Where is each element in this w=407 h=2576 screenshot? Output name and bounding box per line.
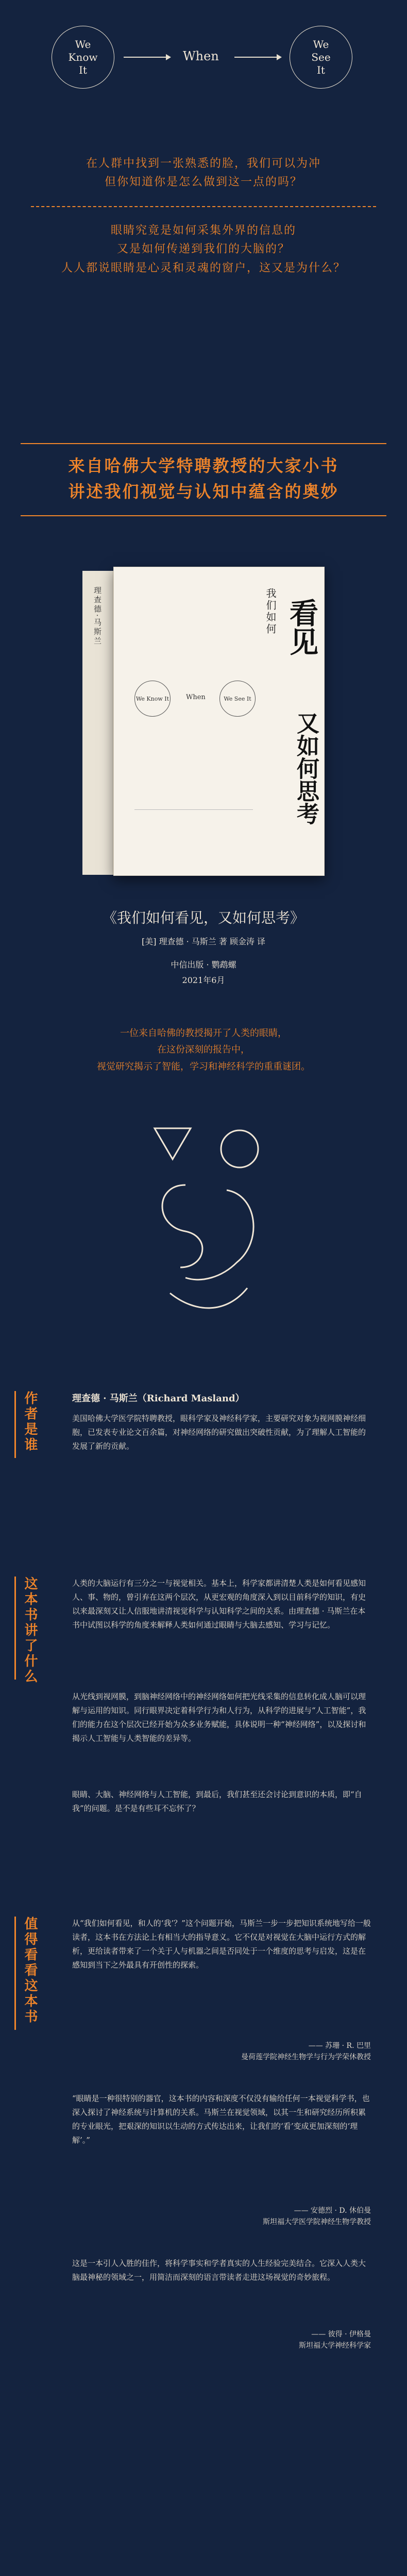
circle-left-line-2: Know: [68, 50, 98, 63]
tagline: [0, 1025, 407, 1075]
intro-line-1: 在人群中找到一张熟悉的脸，我们可以为冲: [86, 157, 321, 170]
quote-3-author: —— 彼得 · 伊格曼: [311, 2330, 371, 2338]
quote-2-author: —— 安德烈 · D. 休伯曼: [294, 2207, 371, 2215]
about-para-2: 从光线到视网膜，到脑神经网络中的神经网络如何把光线采集的信息转化成人脑可以理解与运用的知识。同行眼界决定着科学行为和人行为，从科学的进展与“人工智能”，我们的能力在这个层次已经开始为众多业务赋能，具体说明一种“神经网络”，以及探讨和揭示人工智能与人类智能的差异等。: [72, 1692, 366, 1743]
question-line-3: 人人都说眼睛是心灵和灵魂的窗户，这又是为什么？: [61, 261, 346, 275]
quote-1: 从“我们如何看见，和人的‘我’？”这个问题开始，马斯兰一步一步把知识系统地写给一般读者，这本书在方法论上有相当大的指导意义。它不仅是对视觉在大脑中运行方式的解析，更给读者带来了一个关于人与机器之间是否同处于一个维度的思考与启发，这是在感知到当下之外最具有开创性的探索。: [72, 1919, 371, 1970]
book-authors: [美] 理查德 · 马斯兰 著 顾金涛 译: [141, 937, 266, 946]
question-line-1: 眼睛究竟是如何采集外界的信息的: [110, 224, 296, 237]
tagline-line-3: 视觉研究揭示了智能，学习和神经科学的重重谜团。: [97, 1061, 310, 1072]
cover-circle-right-text: We See It: [224, 695, 251, 702]
quote-1-author: —— 苏珊 · R. 巴里: [308, 2042, 371, 2050]
quote-3: 这是一本引人入胜的佳作，将科学事实和学者真实的人生经验完美结合。它深入人类大脑最神秘的领域之一，用简洁而深刻的语言带读者走进这场视觉的奇妙旅程。: [72, 2259, 366, 2282]
circle-right-line-3: It: [317, 63, 325, 76]
cover-title-sub: 又如何思考: [293, 711, 319, 825]
arrow-right-icon: [234, 57, 281, 58]
section-bar: [14, 1577, 16, 1680]
author-section-label: 作者是谁: [22, 1391, 38, 1453]
quote-1-signature: [72, 2040, 371, 2063]
about-para-3: 眼睛、大脑、神经网络与人工智能，到最后，我们甚至还会讨论到意识的本质，即“自我”的问题。是不是有些耳不忘怀了？: [72, 1790, 362, 1813]
author-section: [0, 1381, 407, 1566]
banner-bottom-border: [21, 515, 386, 516]
bottom-curve-shape: [170, 1288, 247, 1308]
tagline-line-1: 一位来自哈佛的教授揭开了人类的眼睛，: [120, 1028, 287, 1039]
intro-paragraph: [0, 155, 407, 192]
about-section: [0, 1566, 407, 1886]
cover-title-top: 我们如何: [264, 588, 277, 635]
banner-line-2: 讲述我们视觉与认知中蕴含的奥妙: [68, 481, 339, 501]
book-cover: [113, 567, 325, 876]
circle-right-line-1: We: [313, 38, 329, 50]
intro-questions: [0, 222, 407, 278]
cover-title-main: 看见: [285, 598, 319, 656]
header-logo-row: [0, 21, 407, 93]
question-line-2: 又是如何传递到我们的大脑的？: [116, 243, 290, 256]
cover-circle-mid: When: [186, 693, 206, 701]
author-name: 理查德 · 马斯兰（Richard Masland）: [72, 1393, 245, 1404]
reasons-section: [0, 1906, 407, 2483]
circle-left-line-3: It: [79, 63, 87, 76]
spine-text: 理查德·马斯兰: [93, 586, 102, 646]
cover-circle-right: [219, 681, 256, 717]
book-publisher: 中信出版 · 鹦鹉螺: [171, 960, 236, 970]
nose-curve-shape: [162, 1185, 202, 1267]
quote-2: “眼睛是一种很特别的器官，这本书的内容和深度不仅没有输给任何一本视觉科学书，也深入探讨了神经系统与计算机的关系。马斯兰在视觉领域，以其一生和研究经历所积累的专业眼光，把艰深的知识以生动的方式传达出来，让我们的‘看’变成更加深刻的‘理解’。”: [72, 2094, 370, 2145]
cover-circle-left: [134, 681, 171, 717]
tagline-line-2: 在这份深刻的报告中，: [157, 1044, 250, 1056]
quote-3-signature: [72, 2329, 371, 2352]
banner-line-1: 来自哈佛大学特聘教授的大家小书: [68, 456, 339, 476]
quote-1-title: 曼荷莲学院神经生物学与行为学荣休教授: [241, 2053, 371, 2062]
circle-eye-shape: [221, 1130, 258, 1167]
author-bio: 美国哈佛大学医学院特聘教授，眼科学家及神经科学家，主要研究对象为视网膜神经细胞，已发表专业论文百余篇，对神经网络的研究做出突破性贡献，为了理解人工智能的发展了新的贡献。: [72, 1414, 366, 1451]
when-word: When: [183, 49, 219, 63]
circle-we-see-it: [290, 26, 352, 89]
arrow-right-icon: [124, 57, 170, 58]
quote-3-title: 斯坦福大学神经科学家: [299, 2342, 371, 2350]
quote-2-title: 斯坦福大学医学院神经生物学教授: [263, 2218, 371, 2227]
book-date: 2021年6月: [182, 975, 225, 985]
banner: [0, 453, 407, 504]
quote-2-signature: [72, 2205, 371, 2228]
cover-circle-left-text: We Know It: [135, 695, 169, 702]
cover-fine-print: [134, 809, 253, 830]
book-spine: [82, 571, 113, 875]
circle-left-line-1: We: [75, 38, 91, 50]
face-illustration: [124, 1108, 283, 1324]
about-section-label: 这本书讲了什么: [22, 1577, 38, 1685]
reasons-section-label: 值得看看这本书: [22, 1917, 38, 2025]
section-bar: [14, 1391, 16, 1458]
triangle-eye-shape: [155, 1128, 191, 1159]
banner-top-border: [21, 443, 386, 444]
about-para-1: 人类的大脑运行有三分之一与视觉相关。基本上，科学家都讲清楚人类是如何看见感知人、事、物的，曾引弃在这两个层次，从更宏观的角度深入到以目前科学的知识，有史以来最深刻又让人信服地讲清视觉科学与认知科学之间的关系。由理查德 · 马斯兰在本书中试图以科学的角度来解释人类如何通过眼睛与大脑去感知、学习与记忆。: [72, 1579, 366, 1630]
intro-line-2: 但你知道你是怎么做到这一点的吗？: [104, 176, 302, 189]
divider: [31, 206, 376, 207]
book-title: 《我们如何看见，又如何思考》: [102, 909, 304, 926]
circle-right-line-2: See: [311, 50, 331, 63]
book-3d: [82, 567, 325, 876]
circle-we-know-it: [52, 26, 114, 89]
section-bar: [14, 1917, 16, 2030]
